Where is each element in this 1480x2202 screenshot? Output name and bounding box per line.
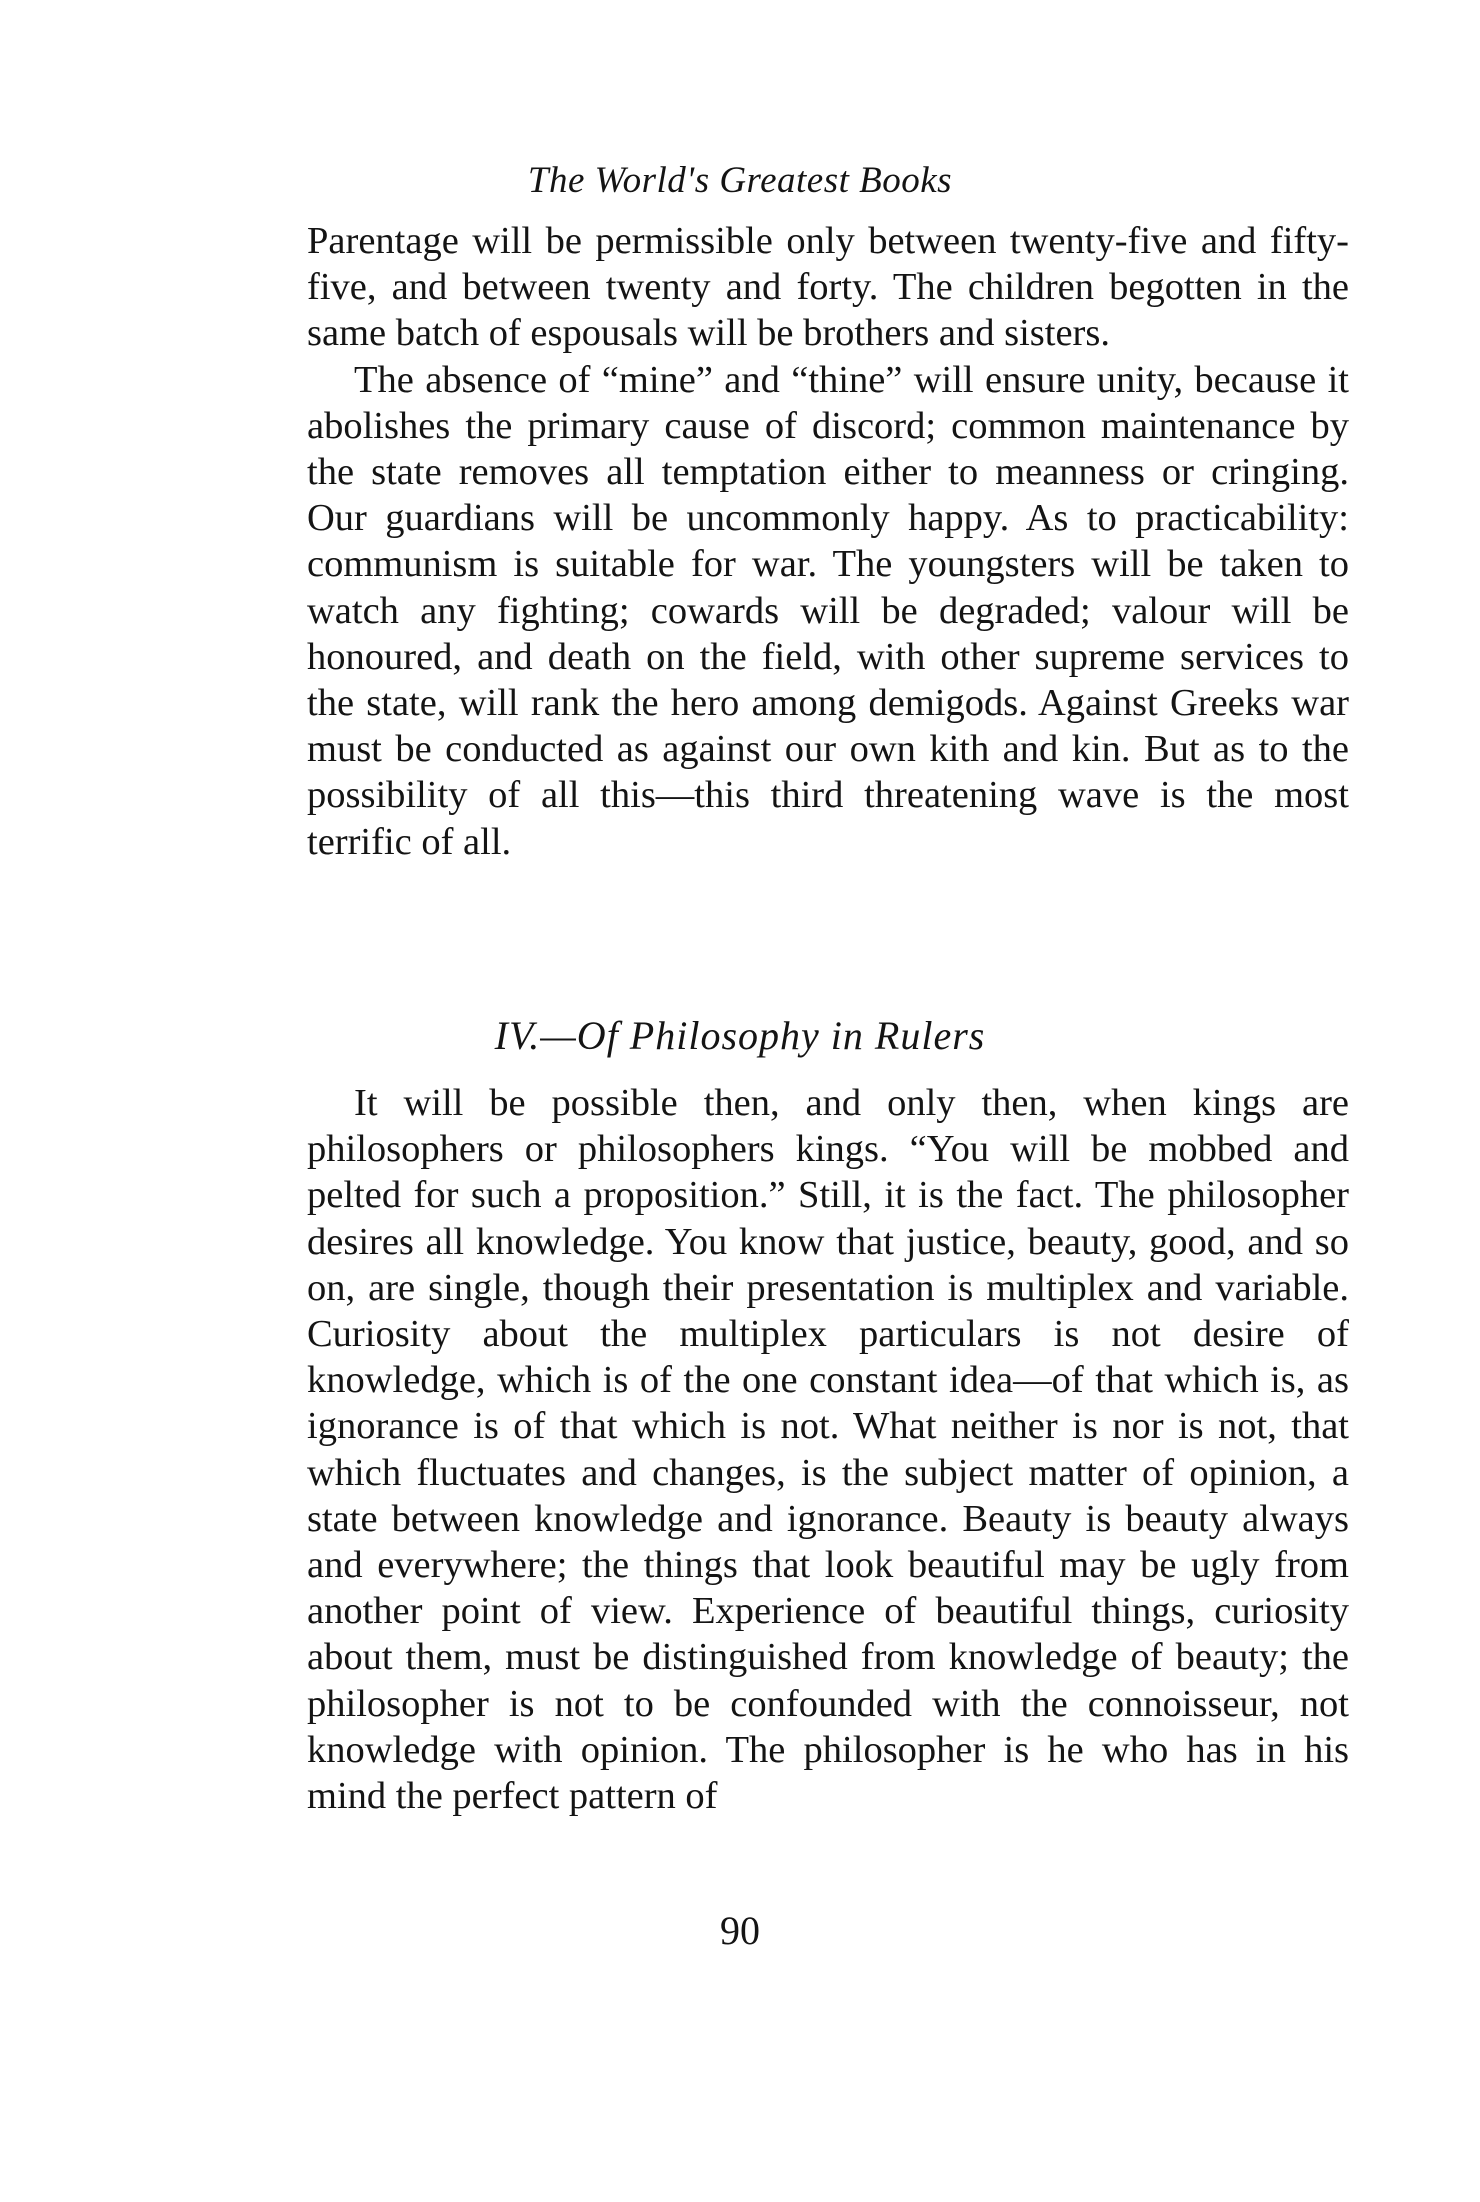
top-text-block	[307, 218, 1349, 865]
section-text-block	[307, 1080, 1349, 1819]
page-number: 90	[720, 1908, 760, 1953]
paragraph-parentage: Parentage will be permissible only between twenty-five and fifty-five, and between twenty and forty. The children begotten in the same batch of espousals will be brothers and sisters.	[307, 220, 1349, 355]
paragraph-philosophy: It will be possible then, and only then, when kings are philosophers or philosophers kings. “You will be mobbed and pelted for such a proposition.” Still, it is the fact. The philosopher desires all knowledge. You know that justice, beauty, good, and so on, are single, though their presentation is multiplex and variable. Curiosity about the multiplex particulars is not desire of knowledge, which is of the one constant idea—of that which is, as ignorance is of that which is not. What neither is nor is not, that which fluctuates and changes, is the subject matter of opinion, a state between knowledge and ignorance. Beauty is beauty always and everywhere; the things that look beautiful may be ugly from another point of view. Experience of beautiful things, curiosity about them, must be distinguished from knowledge of beauty; the philosopher is not to be confounded with the connoisseur, not knowledge with opinion. The philosopher is he who has in his mind the perfect pattern of	[307, 1082, 1349, 1818]
running-head: The World's Greatest Books	[527, 160, 953, 201]
paragraph-communism: The absence of “mine” and “thine” will ensure unity, because it abolishes the primary cause of discord; common maintenance by the state removes all temptation either to meanness or cringing. Our guardians will be uncommonly happy. As to practicability: communism is suitable for war. The youngsters will be taken to watch any fighting; cowards will be degraded; valour will be honoured, and death on the field, with other supreme services to the state, will rank the hero among demigods. Against Greeks war must be conducted as against our own kith and kin. But as to the possibility of all this—this third threatening wave is the most terrific of all.	[307, 358, 1349, 863]
section-heading: IV.—Of Philosophy in Rulers	[494, 1013, 986, 1058]
